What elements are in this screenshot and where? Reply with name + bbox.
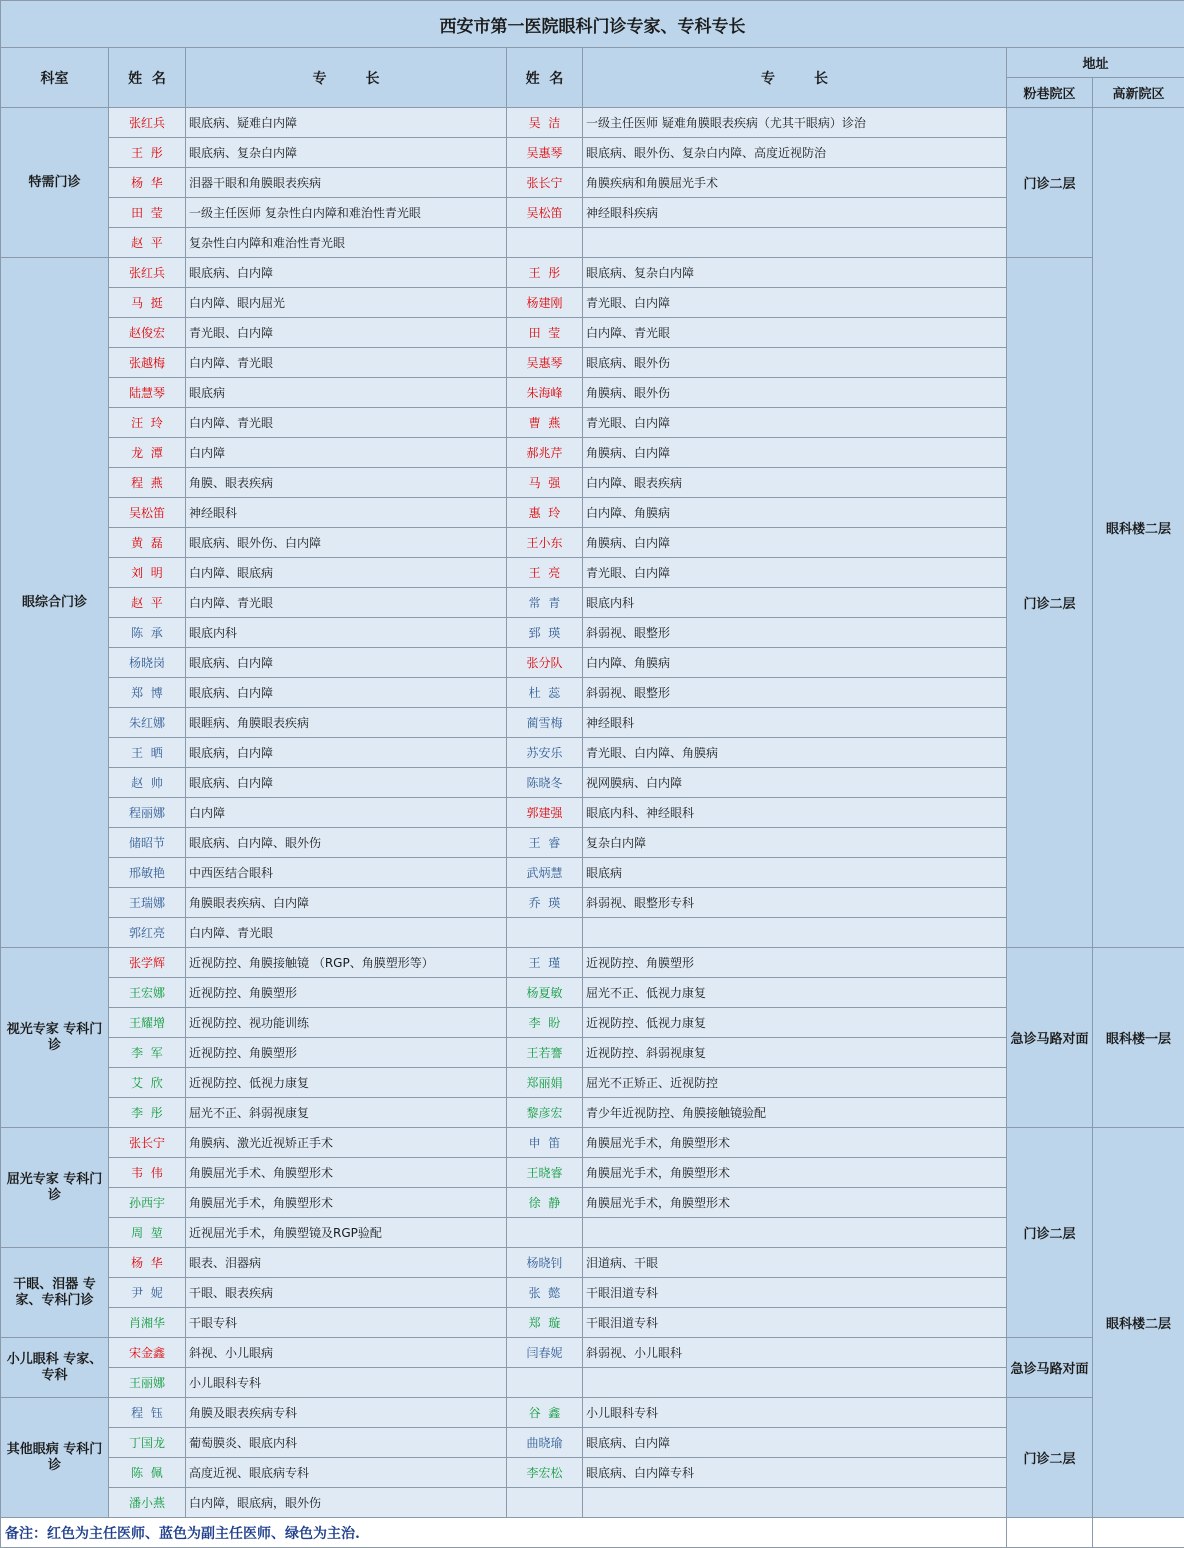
doctor-specialty: 中西医结合眼科 [186,858,507,888]
table-row [1,1098,1184,1128]
doctor-specialty: 白内障、眼表疾病 [583,468,1007,498]
dept-cell: 干眼、泪器 专家、专科门诊 [1,1248,109,1338]
doctor-specialty: 神经眼科 [583,708,1007,738]
doctor-name: 朱海峰 [507,378,583,408]
doctor-name: 武炳慧 [507,858,583,888]
doctor-name: 田 莹 [507,318,583,348]
doctor-specialty: 屈光不正、斜弱视康复 [186,1098,507,1128]
doctor-name: 汪 玲 [109,408,186,438]
footnote-blank [1007,1518,1093,1548]
table-row [1,678,1184,708]
doctor-name: 刘 明 [109,558,186,588]
table-row [1,1218,1184,1248]
doctor-specialty: 眼底病、白内障 [186,768,507,798]
doctor-specialty: 眼表、泪器病 [186,1248,507,1278]
table-row [1,528,1184,558]
doctor-specialty: 白内障、青光眼 [186,348,507,378]
doctor-specialty: 角膜眼表疾病、白内障 [186,888,507,918]
table-row [1,318,1184,348]
table-row [1,648,1184,678]
doctor-name: 吴 洁 [507,108,583,138]
doctor-specialty: 近视防控、斜弱视康复 [583,1038,1007,1068]
doctor-specialty: 眼底病、眼外伤、复杂白内障、高度近视防治 [583,138,1007,168]
table-row [1,588,1184,618]
doctor-name: 龙 潭 [109,438,186,468]
doctor-specialty: 屈光不正矫正、近视防控 [583,1068,1007,1098]
table-row [1,198,1184,228]
doctor-name: 程 燕 [109,468,186,498]
doctor-name: 郅 瑛 [507,618,583,648]
table-row [1,798,1184,828]
dept-cell: 小儿眼科 专家、专科 [1,1338,109,1398]
doctor-name: 苏安乐 [507,738,583,768]
doctor-name: 宋金鑫 [109,1338,186,1368]
doctor-specialty: 眼底病、白内障 [583,1428,1007,1458]
header-dept: 科室 [1,48,109,108]
doctor-specialty: 角膜病、眼外伤 [583,378,1007,408]
doctor-name: 吴惠琴 [507,348,583,378]
doctor-name: 王瑞娜 [109,888,186,918]
doctor-name: 杨晓岗 [109,648,186,678]
table-row [1,138,1184,168]
doctor-specialty: 高度近视、眼底病专科 [186,1458,507,1488]
doctor-specialty: 眼底内科、神经眼科 [583,798,1007,828]
doctor-specialty: 角膜疾病和角膜屈光手术 [583,168,1007,198]
doctor-name: 肖湘华 [109,1308,186,1338]
doctor-name: 郑 博 [109,678,186,708]
doctor-name: 赵 平 [109,588,186,618]
doctor-specialty: 角膜病、白内障 [583,438,1007,468]
table-row [1,228,1184,258]
dept-cell: 特需门诊 [1,108,109,258]
doctor-name: 徐 静 [507,1188,583,1218]
doctor-name: 曲晓瑜 [507,1428,583,1458]
doctor-specialty: 斜弱视、眼整形 [583,618,1007,648]
doctor-specialty: 青光眼、白内障 [583,408,1007,438]
table-row [1,918,1184,948]
dept-cell: 眼综合门诊 [1,258,109,948]
doctor-name: 郭红亮 [109,918,186,948]
doctor-specialty: 角膜病、激光近视矫正手术 [186,1128,507,1158]
doctor-name: 乔 瑛 [507,888,583,918]
doctor-specialty: 眼底病、白内障 [186,258,507,288]
doctor-specialty: 近视防控、角膜塑形 [583,948,1007,978]
doctor-specialty: 白内障 [186,438,507,468]
doctor-name: 郭建强 [507,798,583,828]
table-row [1,438,1184,468]
doctor-name: 程丽娜 [109,798,186,828]
table-row [1,1068,1184,1098]
doctor-specialty: 角膜病、白内障 [583,528,1007,558]
location-campus-2: 眼科楼一层 [1093,948,1184,1128]
doctor-specialty: 小儿眼科专科 [583,1398,1007,1428]
table-row [1,1128,1184,1158]
doctor-specialty: 干眼泪道专科 [583,1308,1007,1338]
table-row [1,558,1184,588]
table-row [1,468,1184,498]
doctor-name: 赵 平 [109,228,186,258]
table-row [1,1008,1184,1038]
doctor-name: 赵俊宏 [109,318,186,348]
doctor-name: 郑 璇 [507,1308,583,1338]
table-row [1,828,1184,858]
doctor-specialty: 复杂白内障 [583,828,1007,858]
doctor-name: 杜 蕊 [507,678,583,708]
table-row [1,348,1184,378]
doctor-specialty: 近视防控、低视力康复 [583,1008,1007,1038]
location-campus-1: 门诊二层 [1007,258,1093,948]
doctor-specialty: 眼底内科 [186,618,507,648]
doctor-specialty: 眼底病、白内障 [186,648,507,678]
page-title: 西安市第一医院眼科门诊专家、专科专长 [1,1,1184,48]
doctor-name: 李 军 [109,1038,186,1068]
table-row [1,858,1184,888]
doctor-name: 张越梅 [109,348,186,378]
doctor-name: 邢敏艳 [109,858,186,888]
doctor-name: 马 挺 [109,288,186,318]
doctor-specialty: 小儿眼科专科 [186,1368,507,1398]
doctor-name: 丁国龙 [109,1428,186,1458]
header-specialty-2: 专 长 [583,48,1007,108]
doctor-specialty: 干眼泪道专科 [583,1278,1007,1308]
doctor-name: 马 强 [507,468,583,498]
doctor-name: 尹 妮 [109,1278,186,1308]
doctor-specialty: 角膜屈光手术，角膜塑形术 [186,1188,507,1218]
doctor-name: 杨晓钊 [507,1248,583,1278]
table-row [1,888,1184,918]
table-row [1,978,1184,1008]
doctor-specialty: 白内障、青光眼 [583,318,1007,348]
doctor-name [507,1218,583,1248]
doctor-name: 程 钰 [109,1398,186,1428]
doctor-specialty: 神经眼科 [186,498,507,528]
dept-cell: 视光专家 专科门诊 [1,948,109,1128]
header-campus-1: 粉巷院区 [1007,78,1093,108]
doctor-specialty: 角膜、眼表疾病 [186,468,507,498]
doctor-name: 杨建刚 [507,288,583,318]
doctor-specialty: 白内障、角膜病 [583,648,1007,678]
doctor-specialty: 青光眼、白内障、角膜病 [583,738,1007,768]
location-campus-1: 门诊二层 [1007,1398,1093,1518]
doctor-name: 李宏松 [507,1458,583,1488]
doctor-name: 杨 华 [109,1248,186,1278]
doctor-specialty: 一级主任医师 疑难角膜眼表疾病（尤其干眼病）诊治 [583,108,1007,138]
doctor-name: 王耀增 [109,1008,186,1038]
doctor-specialty: 白内障、青光眼 [186,918,507,948]
doctor-name: 孙西宇 [109,1188,186,1218]
doctor-name [507,228,583,258]
doctor-name: 张红兵 [109,108,186,138]
doctor-specialty: 白内障、青光眼 [186,588,507,618]
location-campus-1: 急诊马路对面 [1007,948,1093,1128]
table-row [1,1488,1184,1518]
doctor-name: 杨 华 [109,168,186,198]
doctor-specialty: 白内障，眼底病，眼外伤 [186,1488,507,1518]
doctor-name: 谷 鑫 [507,1398,583,1428]
doctor-specialty: 眼底病、白内障、眼外伤 [186,828,507,858]
doctor-name: 黎彦宏 [507,1098,583,1128]
header-address: 地址 [1007,48,1184,78]
doctor-specialty: 眼底病、白内障 [186,678,507,708]
doctor-specialty: 屈光不正、低视力康复 [583,978,1007,1008]
doctor-name [507,1488,583,1518]
doctor-name: 惠 玲 [507,498,583,528]
table-row [1,168,1184,198]
doctor-specialty: 角膜屈光手术、角膜塑形术 [186,1158,507,1188]
table-row [1,948,1184,978]
doctor-name: 王若謇 [507,1038,583,1068]
doctor-name: 朱红娜 [109,708,186,738]
doctor-name: 蔺雪梅 [507,708,583,738]
doctor-specialty: 眼底病、眼外伤 [583,348,1007,378]
table-row [1,708,1184,738]
doctor-specialty: 视网膜病、白内障 [583,768,1007,798]
doctor-name: 张红兵 [109,258,186,288]
doctor-name: 王 瑾 [507,948,583,978]
doctor-name: 吴惠琴 [507,138,583,168]
doctor-specialty: 青光眼、白内障 [186,318,507,348]
doctor-specialty: 角膜屈光手术，角膜塑形术 [583,1158,1007,1188]
doctor-name: 周 堃 [109,1218,186,1248]
doctor-name [507,918,583,948]
doctor-name: 陆慧琴 [109,378,186,408]
doctor-name: 申 笛 [507,1128,583,1158]
doctor-name: 闫春妮 [507,1338,583,1368]
doctor-specialty: 近视防控、角膜塑形 [186,978,507,1008]
doctor-specialty: 眼底病、眼外伤、白内障 [186,528,507,558]
doctor-name: 常 青 [507,588,583,618]
location-campus-1: 急诊马路对面 [1007,1338,1093,1398]
doctor-specialty: 斜弱视、眼整形 [583,678,1007,708]
doctor-specialty: 眼睚病、角膜眼表疾病 [186,708,507,738]
doctor-name: 张分队 [507,648,583,678]
doctor-name: 吴松笛 [109,498,186,528]
doctor-name: 黄 磊 [109,528,186,558]
doctor-name: 杨夏敏 [507,978,583,1008]
table-row [1,378,1184,408]
doctor-name: 王 彤 [109,138,186,168]
doctor-specialty: 眼底内科 [583,588,1007,618]
doctor-name: 潘小燕 [109,1488,186,1518]
dept-cell: 屈光专家 专科门诊 [1,1128,109,1248]
doctor-specialty: 近视防控、角膜接触镜 （RGP、角膜塑形等） [186,948,507,978]
doctor-specialty: 青光眼、白内障 [583,558,1007,588]
table-row [1,738,1184,768]
doctor-name: 郑丽娟 [507,1068,583,1098]
doctor-name: 李 盼 [507,1008,583,1038]
doctor-specialty: 角膜屈光手术，角膜塑形术 [583,1188,1007,1218]
table-row [1,1038,1184,1068]
doctor-specialty [583,1488,1007,1518]
doctor-specialty: 葡萄膜炎、眼底内科 [186,1428,507,1458]
doctor-name: 张长宁 [109,1128,186,1158]
doctor-specialty [583,1218,1007,1248]
doctor-specialty: 白内障、角膜病 [583,498,1007,528]
doctor-name: 陈 佩 [109,1458,186,1488]
table-row [1,618,1184,648]
doctor-name: 王丽娜 [109,1368,186,1398]
table-row [1,1398,1184,1428]
table-row [1,1278,1184,1308]
doctor-specialty: 斜弱视、小儿眼科 [583,1338,1007,1368]
doctor-name: 郝兆芹 [507,438,583,468]
table-row [1,498,1184,528]
doctor-specialty: 青光眼、白内障 [583,288,1007,318]
doctor-specialty: 近视防控、视功能训练 [186,1008,507,1038]
doctor-name: 田 莹 [109,198,186,228]
doctor-specialty: 斜视、小儿眼病 [186,1338,507,1368]
doctor-specialty: 青少年近视防控、角膜接触镜验配 [583,1098,1007,1128]
doctor-specialty: 斜弱视、眼整形专科 [583,888,1007,918]
doctor-name: 陈晓冬 [507,768,583,798]
table-row [1,1188,1184,1218]
doctor-name: 王 亮 [507,558,583,588]
table-row [1,768,1184,798]
header-specialty-1: 专 长 [186,48,507,108]
doctor-name: 王 睿 [507,828,583,858]
doctor-name: 李 彤 [109,1098,186,1128]
table-row [1,288,1184,318]
table-row [1,1248,1184,1278]
doctor-specialty: 泪器干眼和角膜眼表疾病 [186,168,507,198]
doctor-specialty: 眼底病、复杂白内障 [186,138,507,168]
doctor-specialty: 干眼、眼表疾病 [186,1278,507,1308]
table-row [1,258,1184,288]
header-name-2: 姓 名 [507,48,583,108]
doctor-specialty: 泪道病、干眼 [583,1248,1007,1278]
doctor-name: 王 彤 [507,258,583,288]
doctor-name: 艾 欣 [109,1068,186,1098]
location-campus-1: 门诊二层 [1007,1128,1093,1338]
dept-cell: 其他眼病 专科门诊 [1,1398,109,1518]
footnote: 备注：红色为主任医师、蓝色为副主任医师、绿色为主治. [1,1518,1007,1548]
doctor-name: 王晓睿 [507,1158,583,1188]
doctor-specialty [583,1368,1007,1398]
table-row [1,1458,1184,1488]
doctor-specialty: 白内障 [186,798,507,828]
location-campus-2: 眼科楼二层 [1093,1128,1184,1518]
location-campus-1: 门诊二层 [1007,108,1093,258]
header-campus-2: 高新院区 [1093,78,1184,108]
doctor-specialty: 一级主任医师 复杂性白内障和难治性青光眼 [186,198,507,228]
doctor-specialty: 干眼专科 [186,1308,507,1338]
table-row [1,1158,1184,1188]
doctor-name: 张长宁 [507,168,583,198]
doctor-specialty: 眼底病、白内障专科 [583,1458,1007,1488]
doctor-name: 张 懿 [507,1278,583,1308]
doctor-name: 吴松笛 [507,198,583,228]
table-row [1,1338,1184,1368]
table-row [1,408,1184,438]
doctor-name: 王宏娜 [109,978,186,1008]
location-campus-2: 眼科楼二层 [1093,108,1184,948]
table-row [1,1368,1184,1398]
doctor-specialty: 眼底病 [583,858,1007,888]
doctor-specialty: 白内障、眼内屈光 [186,288,507,318]
doctor-specialty: 眼底病 [186,378,507,408]
doctor-specialty: 近视防控、低视力康复 [186,1068,507,1098]
doctor-specialty: 近视防控、角膜塑形 [186,1038,507,1068]
doctor-name: 王 晒 [109,738,186,768]
doctor-specialty: 角膜屈光手术，角膜塑形术 [583,1128,1007,1158]
doctor-name: 韦 伟 [109,1158,186,1188]
doctor-specialty: 眼底病，白内障 [186,738,507,768]
table-row [1,1428,1184,1458]
doctor-name [507,1368,583,1398]
doctor-name: 曹 燕 [507,408,583,438]
doctor-specialty: 复杂性白内障和难治性青光眼 [186,228,507,258]
doctor-specialty [583,228,1007,258]
table-row [1,108,1184,138]
doctor-specialty [583,918,1007,948]
table-row [1,1308,1184,1338]
header-name-1: 姓 名 [109,48,186,108]
doctor-specialty: 白内障、青光眼 [186,408,507,438]
doctor-specialty: 近视屈光手术，角膜塑镜及RGP验配 [186,1218,507,1248]
doctor-specialty: 角膜及眼表疾病专科 [186,1398,507,1428]
footnote-blank [1093,1518,1184,1548]
doctor-name: 储昭节 [109,828,186,858]
doctor-name: 王小东 [507,528,583,558]
doctor-specialty: 眼底病、复杂白内障 [583,258,1007,288]
doctor-name: 赵 帅 [109,768,186,798]
doctor-specialty: 白内障、眼底病 [186,558,507,588]
doctor-specialty: 神经眼科疾病 [583,198,1007,228]
doctor-specialty: 眼底病、疑难白内障 [186,108,507,138]
doctor-name: 张学辉 [109,948,186,978]
doctor-name: 陈 承 [109,618,186,648]
